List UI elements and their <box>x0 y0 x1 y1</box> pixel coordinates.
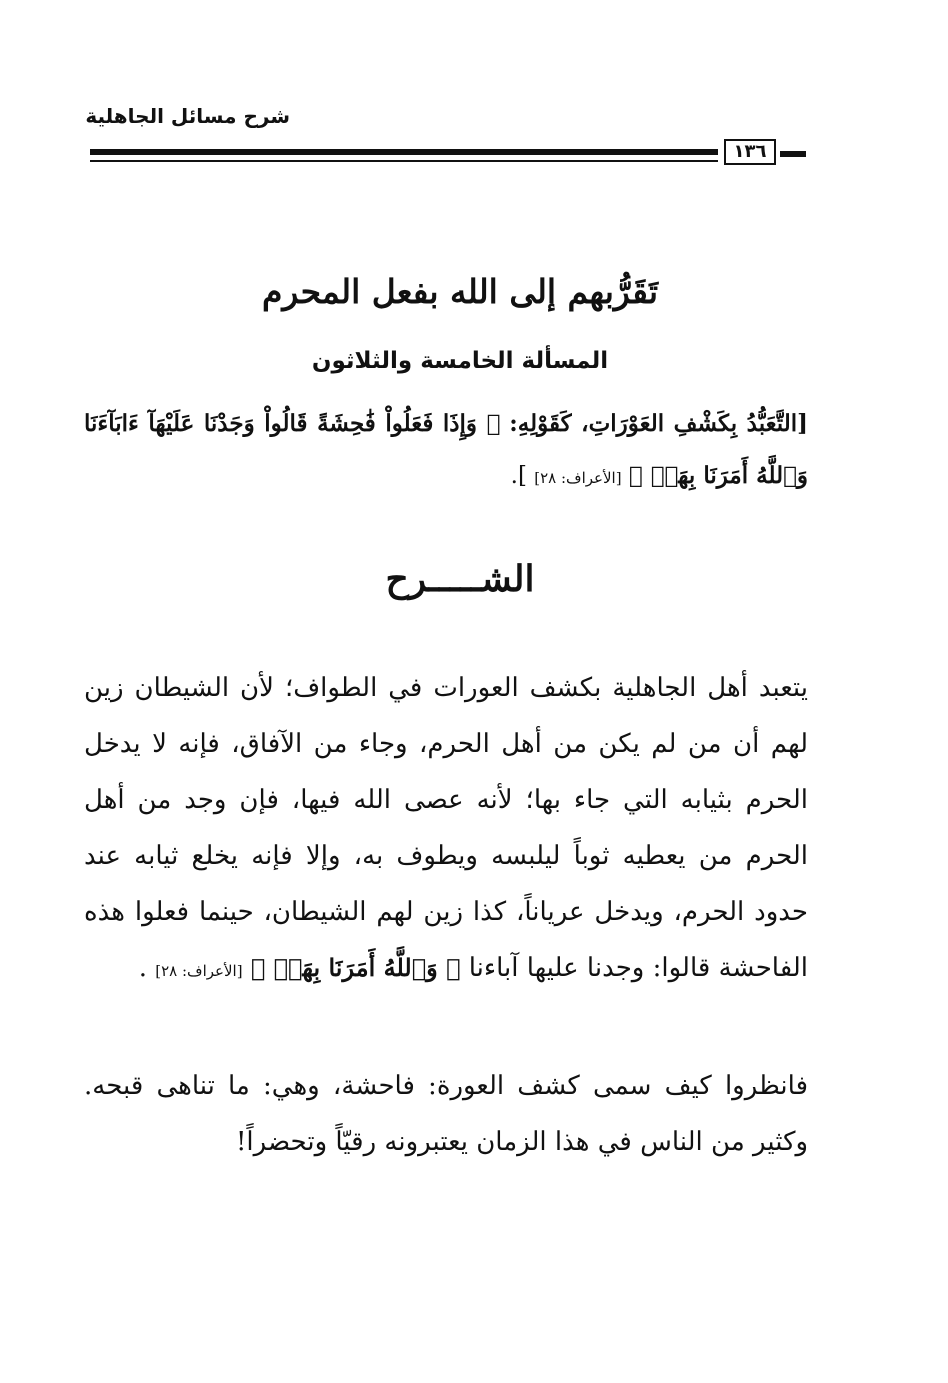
paragraph-2-text: فانظروا كيف سمى كشف العورة: فاحشة، وهي: ما تناهى قبحه. وكثير من الناس في هذا الزمان يعتبرونه رقيّاً وتحضراً! <box>84 1071 808 1157</box>
issue-number: المسألة الخامسة والثلاثون <box>311 348 609 374</box>
commentary-paragraph-1 <box>84 660 808 999</box>
issue-closing: ]. <box>510 463 527 489</box>
header-rule-thick <box>90 149 718 155</box>
header-rule-thin <box>90 160 718 162</box>
paragraph-1-verse: ﴿ وَٱللَّهُ أَمَرَنَا بِهَاۗ ﴾ <box>250 953 461 982</box>
header-dash-mark <box>780 151 806 157</box>
running-header-book-title: شرح مسائل الجاهلية <box>85 104 290 128</box>
commentary-paragraph-2 <box>84 1058 808 1170</box>
commentary-heading: الشـــــرح <box>385 558 535 600</box>
issue-statement <box>84 398 808 504</box>
issue-verse-reference: [الأعراف: ٢٨] <box>534 469 622 487</box>
paragraph-1-text: يتعبد أهل الجاهلية بكشف العورات في الطواف؛ لأن الشيطان زين لهم أن من لم يكن من أهل الحرم، وجاء من الآفاق، فإنه لا يدخل الحرم بثيابه التي جاء بها؛ لأنه عصى الله فيها، فإن وجد من أهل الحرم من يعطيه ثوباً ليلبسه ويطوف به، وإلا فإنه يخلع ثيابه عند حدود الحرم، ويدخل عرياناً، كذا زين لهم الشيطان، حينما فعلوا هذه الفاحشة قالوا: وجدنا عليها آباءنا <box>84 673 808 983</box>
issue-verse: ﴿ وَإِذَا فَعَلُواْ فَٰحِشَةً قَالُواْ وَجَدْنَا عَلَيْهَآ ءَابَآءَنَا وَٱللَّهُ أَمَرَنَا بِهَاۗ ﴾ <box>84 410 808 489</box>
paragraph-1-verse-reference: [الأعراف: ٢٨] <box>155 962 243 980</box>
issue-text: [التَّعَبُّدُ بِكَشْفِ العَوْرَاتِ، كَقَوْلِهِ: <box>509 410 808 437</box>
page-number: ١٣٦ <box>724 139 776 165</box>
chapter-title: تَقَرُّبهم إلى الله بفعل المحرم <box>262 272 658 311</box>
paragraph-1-closing: . <box>138 953 147 983</box>
